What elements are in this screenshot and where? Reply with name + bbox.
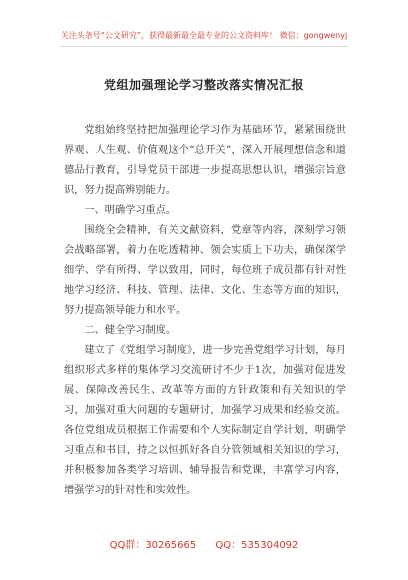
document-title: 党组加强理论学习整改落实情况汇报 [103, 78, 304, 92]
paragraph: 党组始终坚持把加强理论学习作为基础环节，紧紧围绕世界观、人生观、价值观这个“总开关”，深入开展理想信念和道德品行教育，引导党员干部进一步提高思想认识，增强宗旨意识，努力提高辨别能力。 [64, 125, 346, 196]
footer-contact [0, 536, 408, 551]
header-note: 关注头条号“公文研究”，获得最新最全最专业的公文资料库！ 微信：gongwenyj [60, 31, 348, 40]
section-heading: 二、健全学习制度。 [84, 325, 177, 336]
qq-number: QQ：535304092 [215, 540, 299, 551]
qq-group-number: QQ群：30265665 [109, 540, 197, 551]
document-body [64, 121, 346, 501]
section-heading: 一、明确学习重点。 [84, 205, 177, 216]
paragraph: 围绕全会精神，有关文献资料，党章等内容，深刻学习领会战略部署，着力在吃透精神、领会实质上下功夫，确保深学细学、学有所得、学以致用，同时，每位班子成员都有针对性地学习经济、科技、管理、法律、文化、生态等方面的知识，努力提高领导能力和水平。 [64, 225, 346, 316]
header-divider [60, 46, 348, 47]
paragraph: 建立了《党组学习制度》，进一步完善党组学习计划，每月组织形式多样的集体学习交流研讨不少于1次，加强对促进发展、保障改善民生、改革等方面的方针政策和有关知识的学习，加强对重大问题的专题研讨，加强学习成果和经验交流。各位党组成员根据工作需要和个人实际制定自学计划，明确学习重点和书目，持之以恒抓好各自分管领域相关知识的学习，并积极参加各类学习培训、辅导报告和党课，丰富学习内容，增强学习的针对性和实效性。 [64, 345, 346, 496]
